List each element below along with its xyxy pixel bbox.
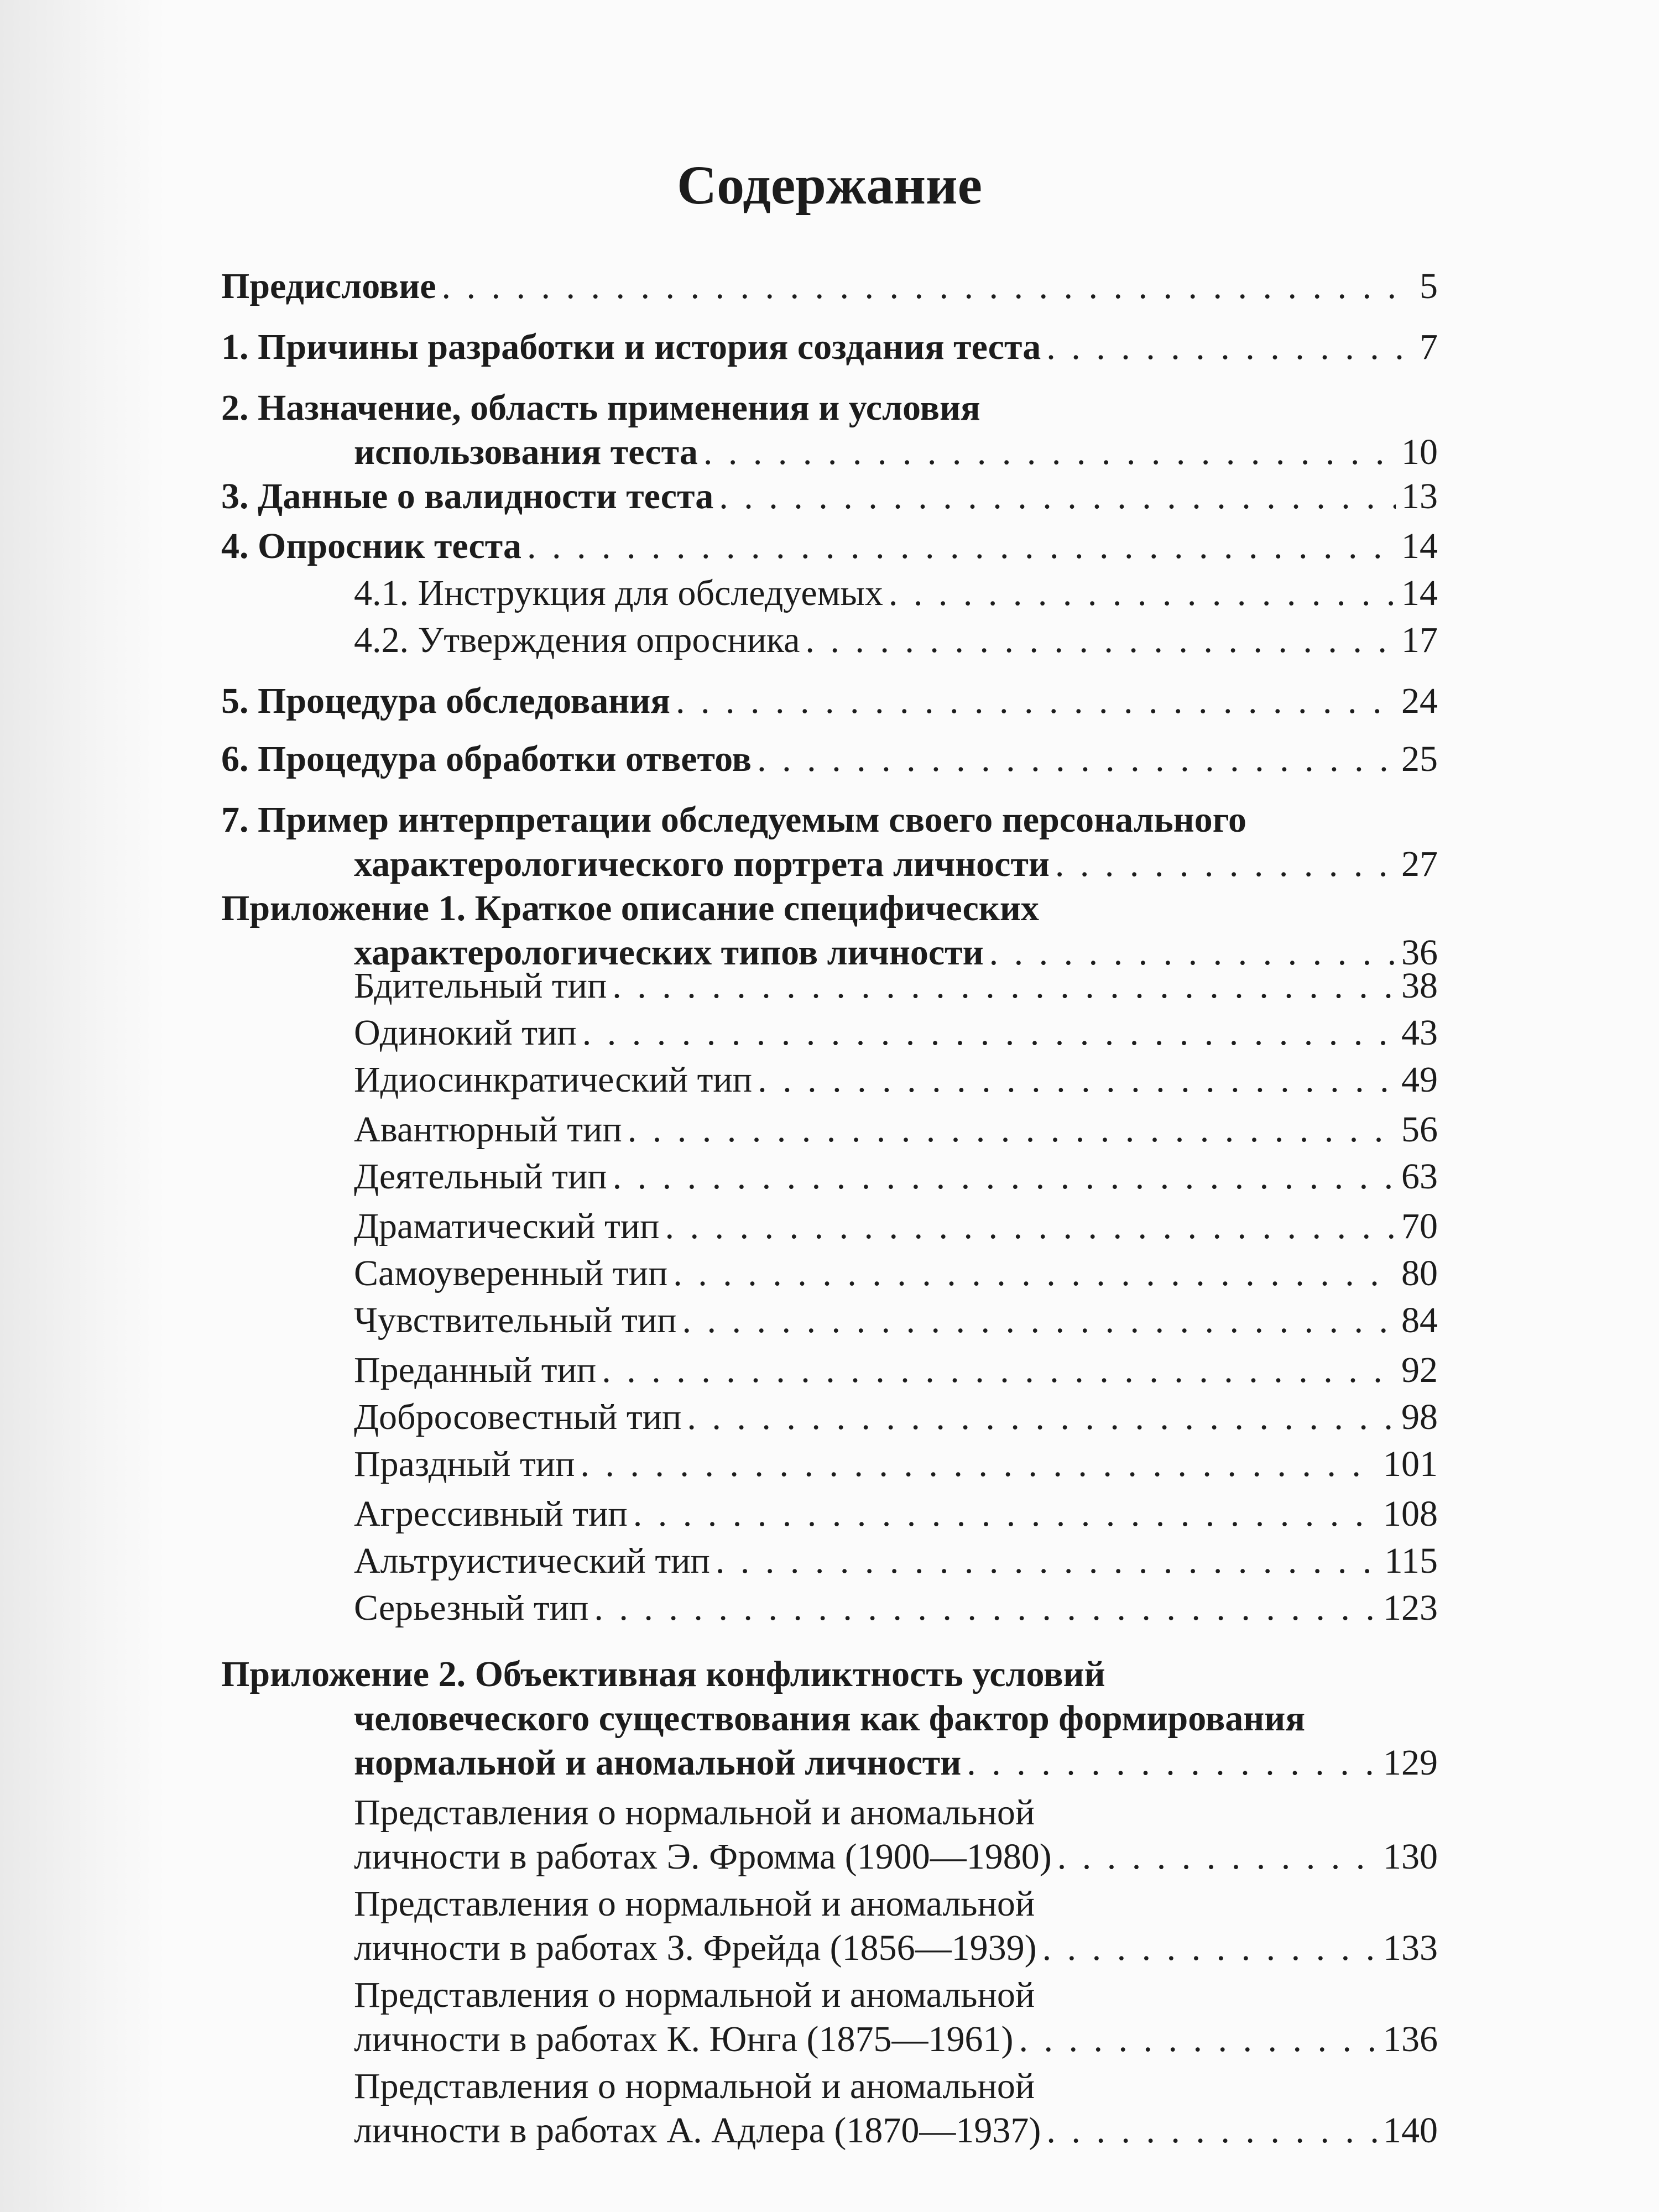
dot-leader — [527, 525, 1396, 567]
toc-entry-line — [221, 1742, 1438, 1786]
toc-entry-title: 2. Назначение, область применения и условия — [221, 388, 980, 428]
toc-entry — [221, 1587, 1438, 1631]
toc-entry-line — [354, 1587, 1438, 1631]
toc-entry — [221, 1540, 1438, 1584]
toc-entry — [221, 680, 1438, 724]
toc-page-number: 115 — [1384, 1541, 1438, 1581]
toc-entry-title: Бдительный тип — [354, 966, 607, 1006]
toc-page-number: 129 — [1383, 1743, 1438, 1783]
toc-entry-title: нормальной и аномальной личности — [354, 1743, 962, 1783]
toc-entry-title: 4.1. Инструкция для обследуемых — [354, 573, 883, 613]
dot-leader — [602, 1349, 1396, 1391]
toc-entry-title: Представления о нормальной и аномальной — [354, 2066, 1035, 2106]
dot-leader — [628, 1109, 1396, 1151]
dot-leader — [1042, 1927, 1378, 1969]
toc-entry — [221, 1792, 1438, 1880]
toc-page-number: 24 — [1401, 681, 1438, 721]
toc-page-number: 136 — [1383, 2019, 1438, 2059]
toc-entry-title: личности в работах К. Юнга (1875—1961) — [354, 2019, 1014, 2059]
toc-page-number: 56 — [1401, 1109, 1438, 1150]
dot-leader — [442, 265, 1414, 307]
dot-leader — [673, 1253, 1396, 1295]
toc-entry-line — [221, 476, 1438, 520]
toc-entry-line — [354, 1792, 1438, 1836]
toc-entry-title: 4.2. Утверждения опросника — [354, 620, 800, 660]
toc-entry-title: Драматический тип — [354, 1206, 660, 1246]
toc-entry — [221, 476, 1438, 520]
dot-leader — [1046, 2110, 1378, 2152]
toc-entry-title: 1. Причины разработки и история создания теста — [221, 327, 1041, 367]
toc-entry-title: Идиосинкратический тип — [354, 1060, 753, 1100]
toc-entry — [221, 1253, 1438, 1297]
toc-entry-line — [354, 1206, 1438, 1250]
toc-entry-title: Серьезный тип — [354, 1588, 589, 1628]
toc-entry-title: Альтруистический тип — [354, 1541, 710, 1581]
toc-entry-title: Добросовестный тип — [354, 1397, 682, 1437]
toc-entry-line — [354, 2065, 1438, 2110]
toc-page-number: 13 — [1401, 476, 1438, 517]
dot-leader — [1055, 843, 1396, 885]
toc-entry-title: Праздный тип — [354, 1444, 575, 1484]
toc-entry-title: Самоуверенный тип — [354, 1253, 668, 1293]
toc-entry — [221, 2065, 1438, 2154]
toc-entry-line — [221, 326, 1438, 371]
page-gutter-shadow — [0, 0, 166, 2212]
toc-entry-line — [221, 265, 1438, 310]
toc-entry-title: Агрессивный тип — [354, 1494, 628, 1534]
toc-page-number: 36 — [1401, 932, 1438, 973]
toc-page-number: 14 — [1401, 573, 1438, 613]
dot-leader — [758, 1059, 1396, 1101]
toc-entry — [221, 326, 1438, 371]
toc-entry-title: использования теста — [354, 432, 698, 472]
toc-entry — [221, 619, 1438, 664]
toc-entry-line — [221, 843, 1438, 888]
toc-entry-title: Представления о нормальной и аномальной — [354, 1792, 1035, 1833]
toc-entry-line — [221, 1653, 1438, 1698]
toc-entry-line — [354, 1883, 1438, 1927]
toc-entry — [221, 1156, 1438, 1200]
toc-entry-line — [354, 1396, 1438, 1441]
toc-entry-title: 6. Процедура обработки ответов — [221, 739, 752, 779]
toc-entry-line — [354, 1349, 1438, 1394]
toc-entry — [221, 738, 1438, 782]
toc-entry-title: Деятельный тип — [354, 1156, 607, 1197]
toc-entry — [221, 1974, 1438, 2063]
toc-entry — [221, 799, 1438, 888]
toc-entry-line — [354, 1109, 1438, 1153]
toc-entry — [221, 1300, 1438, 1344]
toc-entry-title: Приложение 2. Объективная конфликтность условий — [221, 1654, 1105, 1694]
dot-leader — [665, 1206, 1396, 1248]
dot-leader — [682, 1300, 1396, 1342]
toc-entry-line — [354, 1443, 1438, 1488]
toc-entry — [221, 1396, 1438, 1441]
toc-entry — [221, 1443, 1438, 1488]
toc-page-number: 63 — [1401, 1156, 1438, 1197]
toc-entry-line — [354, 2018, 1438, 2063]
toc-page-number: 140 — [1383, 2110, 1438, 2151]
toc-page-number: 43 — [1401, 1013, 1438, 1053]
dot-leader — [757, 738, 1396, 780]
toc-entry — [221, 525, 1438, 570]
dot-leader — [889, 572, 1396, 614]
dot-leader — [633, 1493, 1378, 1535]
toc-entry — [221, 1012, 1438, 1056]
toc-page-number: 5 — [1420, 266, 1438, 306]
toc-entry — [221, 1206, 1438, 1250]
table-of-contents — [221, 0, 1438, 2212]
toc-page-number: 80 — [1401, 1253, 1438, 1293]
toc-entry-title: 5. Процедура обследования — [221, 681, 670, 721]
toc-entry-title: Предисловие — [221, 266, 436, 306]
toc-page-number: 14 — [1401, 526, 1438, 566]
toc-entry-line — [221, 387, 1438, 431]
dot-leader — [703, 431, 1396, 473]
toc-entry-line — [221, 680, 1438, 724]
toc-page-number: 25 — [1401, 739, 1438, 779]
toc-entry-title: личности в работах З. Фрейда (1856—1939) — [354, 1928, 1037, 1968]
toc-entry-title: 3. Данные о валидности теста — [221, 476, 714, 517]
toc-entry — [221, 265, 1438, 310]
toc-entry — [221, 1493, 1438, 1537]
toc-page-number: 10 — [1401, 432, 1438, 472]
page-title: Содержание — [676, 154, 983, 216]
toc-page-number: 27 — [1401, 844, 1438, 884]
toc-entry-line — [221, 799, 1438, 843]
toc-entry-title: Авантюрный тип — [354, 1109, 622, 1150]
toc-page-number: 49 — [1401, 1060, 1438, 1100]
toc-page-number: 123 — [1383, 1588, 1438, 1628]
toc-entry-title: личности в работах Э. Фромма (1900—1980) — [354, 1837, 1052, 1877]
toc-entry-line — [221, 525, 1438, 570]
toc-entry — [221, 572, 1438, 617]
dot-leader — [594, 1587, 1378, 1629]
dot-leader — [582, 1012, 1396, 1054]
dot-leader — [613, 1156, 1396, 1198]
toc-page-number: 7 — [1420, 327, 1438, 367]
dot-leader — [687, 1396, 1396, 1438]
toc-page-number: 92 — [1401, 1350, 1438, 1390]
toc-entry-title: характерологического портрета личности — [354, 844, 1050, 884]
toc-entry — [221, 1653, 1438, 1786]
toc-entry — [221, 1349, 1438, 1394]
toc-entry-line — [354, 1156, 1438, 1200]
toc-entry-line — [354, 1059, 1438, 1103]
toc-page-number: 130 — [1383, 1837, 1438, 1877]
toc-page-number: 17 — [1401, 620, 1438, 660]
toc-entry-title: 7. Пример интерпретации обследуемым своего персонального — [221, 800, 1246, 840]
toc-entry-line — [354, 1974, 1438, 2018]
dot-leader — [805, 619, 1396, 661]
toc-entry — [221, 1109, 1438, 1153]
toc-entry-title: Одинокий тип — [354, 1013, 577, 1053]
dot-leader — [612, 965, 1396, 1007]
toc-entry-line — [221, 738, 1438, 782]
toc-page-number: 38 — [1401, 966, 1438, 1006]
dot-leader — [1019, 2018, 1378, 2060]
toc-entry-line — [354, 1927, 1438, 1971]
toc-entry — [221, 1059, 1438, 1103]
toc-entry-line — [354, 619, 1438, 664]
toc-entry-line — [354, 1012, 1438, 1056]
toc-page-number: 101 — [1383, 1444, 1438, 1484]
dot-leader — [580, 1443, 1378, 1485]
toc-entry-title: Представления о нормальной и аномальной — [354, 1884, 1035, 1924]
dot-leader — [1046, 326, 1414, 368]
toc-entry-title: Чувствительный тип — [354, 1300, 677, 1340]
toc-entry-title: Приложение 1. Краткое описание специфических — [221, 888, 1039, 928]
toc-page-number: 108 — [1383, 1494, 1438, 1534]
toc-entry-line — [221, 1698, 1438, 1742]
toc-entry-line — [354, 572, 1438, 617]
toc-entry — [221, 888, 1438, 976]
toc-entry-title: человеческого существования как фактор формирования — [354, 1698, 1306, 1739]
toc-entry — [221, 387, 1438, 476]
toc-entry-line — [354, 1540, 1438, 1584]
dot-leader — [716, 1540, 1379, 1582]
toc-entry-title: характерологических типов личности — [354, 932, 984, 973]
toc-page-number: 98 — [1401, 1397, 1438, 1437]
toc-entry — [221, 1883, 1438, 1971]
dot-leader — [676, 680, 1396, 722]
toc-entry-line — [354, 2110, 1438, 2154]
toc-entry-line — [354, 965, 1438, 1009]
dot-leader — [719, 476, 1396, 518]
toc-page-number: 84 — [1401, 1300, 1438, 1340]
toc-entry-line — [354, 1253, 1438, 1297]
dot-leader — [967, 1742, 1378, 1784]
toc-entry-title: 4. Опросник теста — [221, 526, 521, 566]
dot-leader — [1057, 1836, 1378, 1878]
toc-entry — [221, 965, 1438, 1009]
toc-entry-line — [354, 1836, 1438, 1880]
toc-entry-line — [221, 888, 1438, 932]
toc-entry-line — [354, 1493, 1438, 1537]
toc-entry-line — [354, 1300, 1438, 1344]
toc-page-number: 70 — [1401, 1206, 1438, 1246]
toc-entry-title: личности в работах А. Адлера (1870—1937) — [354, 2110, 1041, 2151]
toc-page-number: 133 — [1383, 1928, 1438, 1968]
toc-entry-line — [221, 431, 1438, 476]
toc-entry-title: Преданный тип — [354, 1350, 597, 1390]
toc-entry-title: Представления о нормальной и аномальной — [354, 1975, 1035, 2015]
